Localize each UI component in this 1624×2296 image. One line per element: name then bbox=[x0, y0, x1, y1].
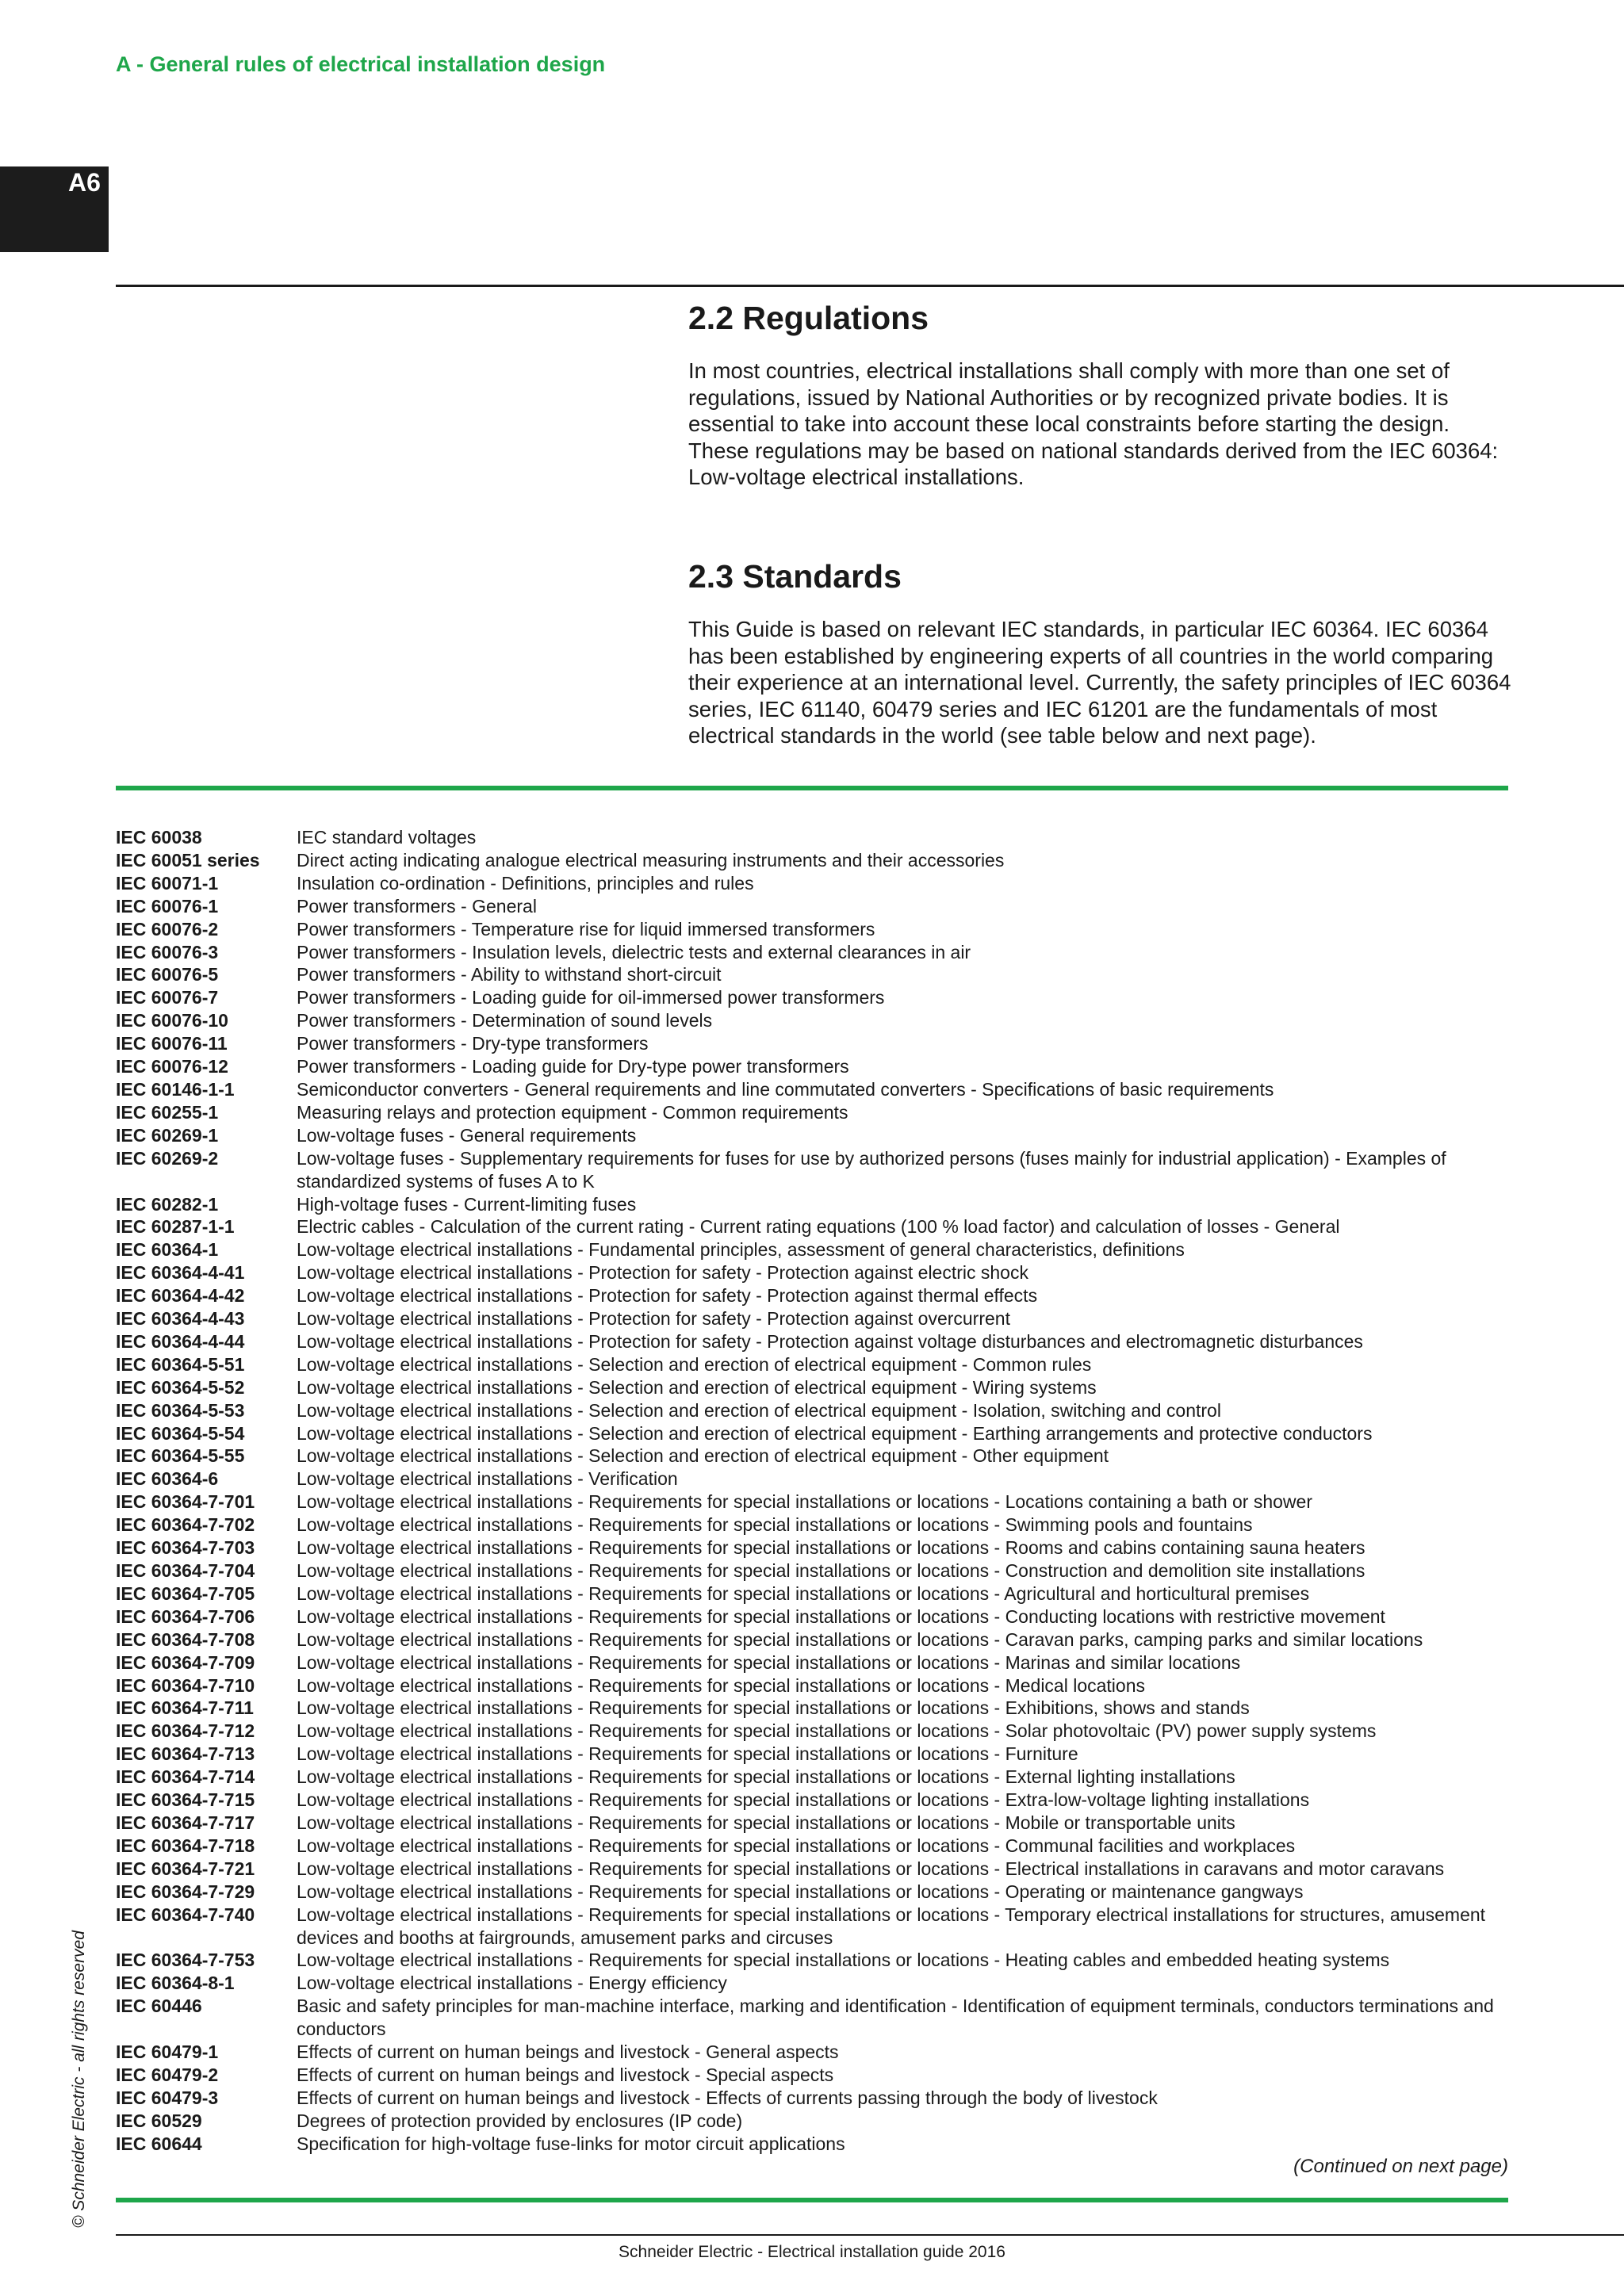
page-number: A6 bbox=[68, 168, 101, 197]
table-row bbox=[116, 1490, 1519, 1513]
standard-description: Power transformers - Dry-type transformers bbox=[297, 1033, 649, 1054]
standard-code: IEC 60364-7-753 bbox=[116, 1950, 255, 1971]
standard-code: IEC 60364-1 bbox=[116, 1239, 219, 1261]
standard-description: Low-voltage electrical installations - Selection and erection of electrical equipment - Other equipment bbox=[297, 1445, 1109, 1467]
standard-description: Power transformers - General bbox=[297, 895, 537, 916]
standard-description: Low-voltage electrical installations - Requirements for special installations or locations - Furniture bbox=[297, 1743, 1078, 1765]
standard-description: Specification for high-voltage fuse-links for motor circuit applications bbox=[297, 2133, 845, 2154]
standard-description: Direct acting indicating analogue electrical measuring instruments and their accessories bbox=[297, 849, 1005, 871]
standard-code: IEC 60364-5-54 bbox=[116, 1422, 245, 1444]
table-row bbox=[116, 1720, 1519, 1743]
table-row bbox=[116, 1353, 1519, 1376]
table-row bbox=[116, 1812, 1519, 1835]
standard-description: Low-voltage fuses - General requirements bbox=[297, 1124, 637, 1146]
table-row bbox=[116, 849, 1519, 872]
table-row bbox=[116, 1215, 1519, 1238]
page-number-tab bbox=[0, 166, 109, 252]
table-row bbox=[116, 1261, 1519, 1284]
standard-code: IEC 60364-7-718 bbox=[116, 1835, 255, 1856]
section-regulations bbox=[688, 300, 1513, 491]
standard-code: IEC 60364-7-713 bbox=[116, 1743, 255, 1765]
table-row bbox=[116, 2110, 1519, 2133]
table-row bbox=[116, 1835, 1519, 1858]
table-row bbox=[116, 1307, 1519, 1330]
standard-description: Power transformers - Loading guide for Dry-type power transformers bbox=[297, 1056, 849, 1077]
standard-code: IEC 60364-7-711 bbox=[116, 1697, 254, 1719]
standard-description: Effects of current on human beings and livestock - Special aspects bbox=[297, 2064, 834, 2085]
continued-note: (Continued on next page) bbox=[1293, 2156, 1508, 2177]
standard-code: IEC 60364-4-44 bbox=[116, 1330, 245, 1352]
table-row bbox=[116, 1009, 1519, 1032]
standard-description: IEC standard voltages bbox=[297, 827, 477, 848]
standard-description: Low-voltage electrical installations - Requirements for special installations or locations - External lighting installations bbox=[297, 1766, 1235, 1788]
standard-description: Low-voltage electrical installations - Protection for safety - Protection against electric shock bbox=[297, 1262, 1028, 1284]
standard-code: IEC 60364-5-53 bbox=[116, 1399, 245, 1421]
standard-description: Effects of current on human beings and livestock - Effects of currents passing through the body of livestock bbox=[297, 2087, 1158, 2108]
table-row bbox=[116, 1422, 1519, 1445]
table-row bbox=[116, 1513, 1519, 1536]
table-row bbox=[116, 1238, 1519, 1261]
table-row bbox=[116, 1078, 1519, 1101]
standard-description: Low-voltage electrical installations - Requirements for special installations or locations - Electrical installations in caravans and motor caravans bbox=[297, 1858, 1445, 1879]
standard-description: Low-voltage electrical installations - Requirements for special installations or locations - Swimming pools and fountains bbox=[297, 1514, 1253, 1536]
standard-code: IEC 60146-1-1 bbox=[116, 1078, 235, 1100]
table-row bbox=[116, 1743, 1519, 1766]
standard-code: IEC 60038 bbox=[116, 827, 202, 848]
standard-description: Basic and safety principles for man-machine interface, marking and identification - Identification of equipment terminals, conductors terminations and conductors bbox=[297, 1996, 1494, 2040]
standard-code: IEC 60364-7-729 bbox=[116, 1881, 255, 1902]
header-divider bbox=[116, 285, 1624, 287]
standard-code: IEC 60051 series bbox=[116, 849, 260, 871]
table-row bbox=[116, 1697, 1519, 1720]
table-row bbox=[116, 986, 1519, 1009]
standard-code: IEC 60255-1 bbox=[116, 1101, 219, 1123]
table-row bbox=[116, 1858, 1519, 1881]
table-row bbox=[116, 2064, 1519, 2087]
standard-description: Degrees of protection provided by enclosures (IP code) bbox=[297, 2110, 743, 2131]
standard-description: Power transformers - Ability to withstand short-circuit bbox=[297, 964, 722, 985]
standard-code: IEC 60364-7-710 bbox=[116, 1674, 255, 1696]
standard-description: Low-voltage electrical installations - Protection for safety - Protection against overcurrent bbox=[297, 1308, 1010, 1330]
standard-code: IEC 60364-8-1 bbox=[116, 1973, 235, 1994]
standard-code: IEC 60364-4-41 bbox=[116, 1262, 245, 1284]
standard-code: IEC 60364-7-714 bbox=[116, 1766, 255, 1788]
table-row bbox=[116, 1628, 1519, 1651]
standard-description: Low-voltage electrical installations - Requirements for special installations or locations - Rooms and cabins containing sauna heaters bbox=[297, 1537, 1365, 1559]
standard-description: Low-voltage electrical installations - Fundamental principles, assessment of general characteristics, definitions bbox=[297, 1239, 1185, 1261]
standard-code: IEC 60287-1-1 bbox=[116, 1216, 235, 1238]
table-row bbox=[116, 1904, 1519, 1950]
table-row bbox=[116, 918, 1519, 941]
table-row bbox=[116, 1651, 1519, 1674]
standard-code: IEC 60446 bbox=[116, 1996, 202, 2017]
section-heading-regulations: 2.2 Regulations bbox=[688, 300, 929, 336]
standard-description: Low-voltage electrical installations - Requirements for special installations or locations - Conducting locations with restrictive movement bbox=[297, 1605, 1385, 1627]
standards-table bbox=[116, 826, 1519, 2156]
standard-description: Low-voltage electrical installations - Requirements for special installations or locations - Caravan parks, camping parks and similar locations bbox=[297, 1628, 1423, 1650]
standard-description: Low-voltage electrical installations - Requirements for special installations or locations - Construction and demolition site installations bbox=[297, 1560, 1365, 1581]
standard-description: Low-voltage electrical installations - Verification bbox=[297, 1468, 678, 1490]
footer-text: Schneider Electric - Electrical installation guide 2016 bbox=[619, 2243, 1005, 2261]
standard-code: IEC 60364-7-709 bbox=[116, 1651, 255, 1673]
standard-description: Low-voltage electrical installations - Selection and erection of electrical equipment - Earthing arrangements and protective conductors bbox=[297, 1422, 1373, 1444]
table-row bbox=[116, 1559, 1519, 1582]
standard-code: IEC 60076-12 bbox=[116, 1056, 228, 1077]
table-row bbox=[116, 1536, 1519, 1559]
standard-description: Low-voltage electrical installations - Requirements for special installations or locations - Agricultural and horticultural premises bbox=[297, 1582, 1310, 1604]
table-row bbox=[116, 1193, 1519, 1216]
standard-description: Low-voltage electrical installations - Protection for safety - Protection against voltage disturbances and electromagnetic disturbances bbox=[297, 1330, 1363, 1352]
standard-description: Low-voltage electrical installations - Requirements for special installations or locations - Communal facilities and workplaces bbox=[297, 1835, 1296, 1856]
standard-code: IEC 60364-7-701 bbox=[116, 1491, 255, 1513]
standard-description: Effects of current on human beings and livestock - General aspects bbox=[297, 2042, 839, 2063]
standard-code: IEC 60076-2 bbox=[116, 918, 219, 939]
table-row bbox=[116, 1445, 1519, 1468]
standard-code: IEC 60364-7-704 bbox=[116, 1560, 255, 1581]
standard-code: IEC 60529 bbox=[116, 2110, 202, 2131]
chapter-header: A - General rules of electrical installation design bbox=[116, 52, 606, 76]
standard-code: IEC 60479-2 bbox=[116, 2064, 219, 2085]
standard-code: IEC 60364-5-55 bbox=[116, 1445, 245, 1467]
standard-description: Low-voltage electrical installations - Requirements for special installations or locations - Locations containing a bath or shower bbox=[297, 1491, 1312, 1513]
standard-description: Low-voltage electrical installations - Requirements for special installations or locations - Marinas and similar locations bbox=[297, 1651, 1241, 1673]
standard-description: Low-voltage electrical installations - Energy efficiency bbox=[297, 1973, 727, 1994]
table-top-divider bbox=[116, 786, 1508, 790]
standard-code: IEC 60364-7-703 bbox=[116, 1537, 255, 1559]
standard-description: Low-voltage electrical installations - Requirements for special installations or locations - Solar photovoltaic (PV) power supply systems bbox=[297, 1720, 1377, 1742]
standard-description: Low-voltage electrical installations - Selection and erection of electrical equipment - Common rules bbox=[297, 1353, 1092, 1375]
standard-description: Low-voltage electrical installations - Requirements for special installations or locations - Exhibitions, shows and stands bbox=[297, 1697, 1250, 1719]
standard-code: IEC 60364-7-712 bbox=[116, 1720, 255, 1742]
table-row bbox=[116, 1674, 1519, 1697]
standard-description: Electric cables - Calculation of the current rating - Current rating equations (100 % load factor) and calculation of losses - General bbox=[297, 1216, 1340, 1238]
standard-description: Low-voltage electrical installations - Requirements for special installations or locations - Extra-low-voltage lighting installations bbox=[297, 1789, 1310, 1811]
table-bottom-divider bbox=[116, 2198, 1508, 2202]
table-row bbox=[116, 872, 1519, 895]
standard-description: Power transformers - Loading guide for oil-immersed power transformers bbox=[297, 987, 885, 1008]
standard-code: IEC 60269-2 bbox=[116, 1147, 219, 1169]
standard-code: IEC 60364-7-717 bbox=[116, 1812, 255, 1833]
standard-description: Low-voltage electrical installations - Protection for safety - Protection against thermal effects bbox=[297, 1285, 1038, 1307]
table-row bbox=[116, 895, 1519, 918]
standard-code: IEC 60479-1 bbox=[116, 2042, 219, 2063]
table-row bbox=[116, 826, 1519, 849]
standard-description: Measuring relays and protection equipment - Common requirements bbox=[297, 1101, 848, 1123]
table-row bbox=[116, 1766, 1519, 1789]
table-row bbox=[116, 2087, 1519, 2110]
standard-description: Semiconductor converters - General requirements and line commutated converters - Specifications of basic requirements bbox=[297, 1078, 1274, 1100]
table-row bbox=[116, 1284, 1519, 1307]
table-row bbox=[116, 1789, 1519, 1812]
copyright-notice: © Schneider Electric - all rights reserved bbox=[70, 1931, 88, 2228]
table-row bbox=[116, 1032, 1519, 1055]
footer-divider bbox=[116, 2234, 1624, 2236]
standard-description: Low-voltage fuses - Supplementary requirements for fuses for use by authorized persons (fuses mainly for industrial application) - Examples of standardized systems of fuses A to K bbox=[297, 1147, 1446, 1192]
standard-code: IEC 60364-6 bbox=[116, 1468, 219, 1490]
table-row bbox=[116, 2133, 1519, 2156]
standard-description: High-voltage fuses - Current-limiting fuses bbox=[297, 1193, 637, 1215]
standard-code: IEC 60364-7-721 bbox=[116, 1858, 255, 1879]
standard-description: Low-voltage electrical installations - Requirements for special installations or locations - Mobile or transportable units bbox=[297, 1812, 1235, 1833]
standard-code: IEC 60076-3 bbox=[116, 941, 219, 962]
table-row bbox=[116, 1881, 1519, 1904]
standard-code: IEC 60076-10 bbox=[116, 1010, 228, 1031]
section-heading-standards: 2.3 Standards bbox=[688, 558, 902, 595]
standard-code: IEC 60364-7-706 bbox=[116, 1605, 255, 1627]
standard-description: Low-voltage electrical installations - Requirements for special installations or locations - Operating or maintenance gangways bbox=[297, 1881, 1304, 1902]
section-body-regulations: In most countries, electrical installations shall comply with more than one set of regulations, issued by National Authorities or by recognized private bodies. It is essential to take into account these local constraints before starting the design. These regulations may be based on national standards derived from the IEC 60364: Low-voltage electrical installations. bbox=[688, 358, 1499, 489]
table-row bbox=[116, 1468, 1519, 1490]
table-row bbox=[116, 1605, 1519, 1628]
standard-code: IEC 60076-7 bbox=[116, 987, 219, 1008]
standard-code: IEC 60364-7-715 bbox=[116, 1789, 255, 1811]
standard-code: IEC 60364-7-740 bbox=[116, 1904, 255, 1925]
table-row bbox=[116, 1330, 1519, 1353]
standard-code: IEC 60364-7-702 bbox=[116, 1514, 255, 1536]
table-row bbox=[116, 2041, 1519, 2064]
standard-code: IEC 60076-5 bbox=[116, 964, 219, 985]
standard-description: Power transformers - Temperature rise for liquid immersed transformers bbox=[297, 918, 875, 939]
standard-code: IEC 60479-3 bbox=[116, 2087, 219, 2108]
table-row bbox=[116, 1124, 1519, 1147]
standard-description: Low-voltage electrical installations - Requirements for special installations or locations - Heating cables and embedded heating systems bbox=[297, 1950, 1390, 1971]
standard-code: IEC 60644 bbox=[116, 2133, 202, 2154]
standard-code: IEC 60364-7-708 bbox=[116, 1628, 255, 1650]
section-body-standards: This Guide is based on relevant IEC standards, in particular IEC 60364. IEC 60364 has been established by engineering experts of all countries in the world comparing their experience at an international level. Currently, the safety principles of IEC 60364 series, IEC 61140, 60479 series and IEC 61201 are the fundamentals of most electrical standards in the world (see table below and next page). bbox=[688, 617, 1511, 748]
standard-code: IEC 60076-11 bbox=[116, 1033, 228, 1054]
table-row bbox=[116, 963, 1519, 986]
standard-code: IEC 60282-1 bbox=[116, 1193, 219, 1215]
table-row bbox=[116, 1147, 1519, 1193]
table-row bbox=[116, 1101, 1519, 1124]
table-row bbox=[116, 1995, 1519, 2041]
standard-code: IEC 60364-5-52 bbox=[116, 1376, 245, 1398]
standard-code: IEC 60364-4-43 bbox=[116, 1308, 245, 1330]
standard-description: Power transformers - Insulation levels, dielectric tests and external clearances in air bbox=[297, 941, 971, 962]
table-row bbox=[116, 1399, 1519, 1422]
standard-code: IEC 60364-4-42 bbox=[116, 1285, 245, 1307]
table-row bbox=[116, 1376, 1519, 1399]
section-standards bbox=[688, 558, 1513, 749]
table-row bbox=[116, 1949, 1519, 1972]
standard-description: Power transformers - Determination of sound levels bbox=[297, 1010, 713, 1031]
standard-description: Low-voltage electrical installations - Requirements for special installations or locations - Medical locations bbox=[297, 1674, 1145, 1696]
standard-code: IEC 60071-1 bbox=[116, 872, 219, 894]
table-row bbox=[116, 1055, 1519, 1078]
standard-description: Low-voltage electrical installations - Requirements for special installations or locations - Temporary electrical installations for structures, amusement devices and booths at fairgrounds, amusement parks and circuses bbox=[297, 1904, 1486, 1948]
table-row bbox=[116, 1972, 1519, 1995]
standard-code: IEC 60364-5-51 bbox=[116, 1353, 245, 1375]
standard-code: IEC 60364-7-705 bbox=[116, 1582, 255, 1604]
standard-description: Insulation co-ordination - Definitions, principles and rules bbox=[297, 872, 754, 894]
standard-description: Low-voltage electrical installations - Selection and erection of electrical equipment - Wiring systems bbox=[297, 1376, 1097, 1398]
standard-code: IEC 60076-1 bbox=[116, 895, 219, 916]
standard-code: IEC 60269-1 bbox=[116, 1124, 219, 1146]
table-row bbox=[116, 941, 1519, 964]
standard-description: Low-voltage electrical installations - Selection and erection of electrical equipment - Isolation, switching and control bbox=[297, 1399, 1221, 1421]
table-row bbox=[116, 1582, 1519, 1605]
